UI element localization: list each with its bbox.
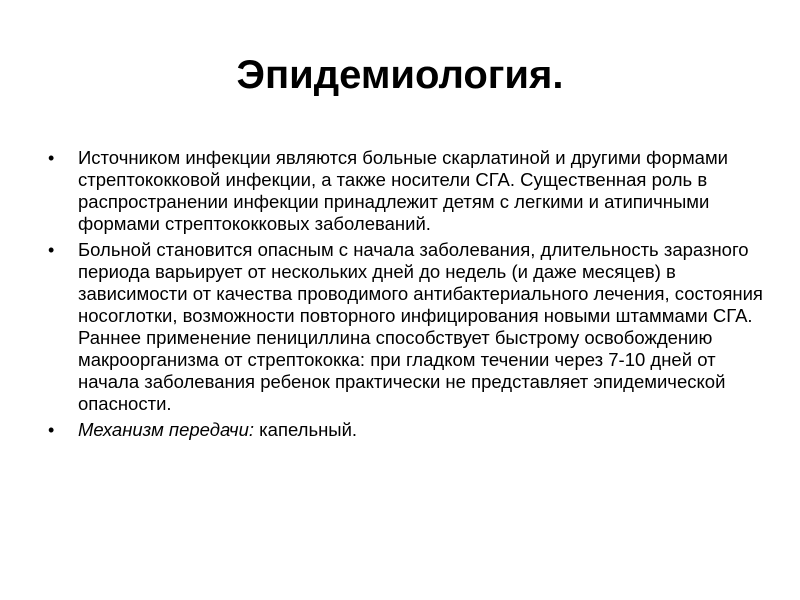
bullet-text: капельный. <box>254 419 358 440</box>
bullet-item-source <box>48 147 763 235</box>
bullet-text: Больной становится опасным с начала заболевания, длительность заразного периода варьирует от нескольких дней до недель (и даже месяцев) в зависимости от качества проводимого антибактериального лечения, состояния носоглотки, возможности повторного инфицирования новыми штаммами СГА. Раннее применение пенициллина способствует быстрому освобождению макроорганизма от стрептококка: при гладком течении через 7-10 дней от начала заболевания ребенок практически не представляет эпидемической опасности. <box>78 239 763 414</box>
slide-title: Эпидемиология. <box>236 53 564 97</box>
bullet-icon: • <box>48 420 55 440</box>
bullet-icon: • <box>48 148 55 168</box>
bullet-icon: • <box>48 240 55 260</box>
bullet-item-contagious-period <box>48 239 763 415</box>
bullet-text: Источником инфекции являются больные скарлатиной и другими формами стрептококковой инфекции, а также носители СГА. Существенная роль в распространении инфекции принадлежит детям с легкими и атипичными формами стрептококковых заболеваний. <box>78 147 729 234</box>
bullet-item-transmission <box>48 419 763 441</box>
bullet-label: Механизм передачи: <box>78 419 255 440</box>
bullet-list <box>48 147 763 445</box>
